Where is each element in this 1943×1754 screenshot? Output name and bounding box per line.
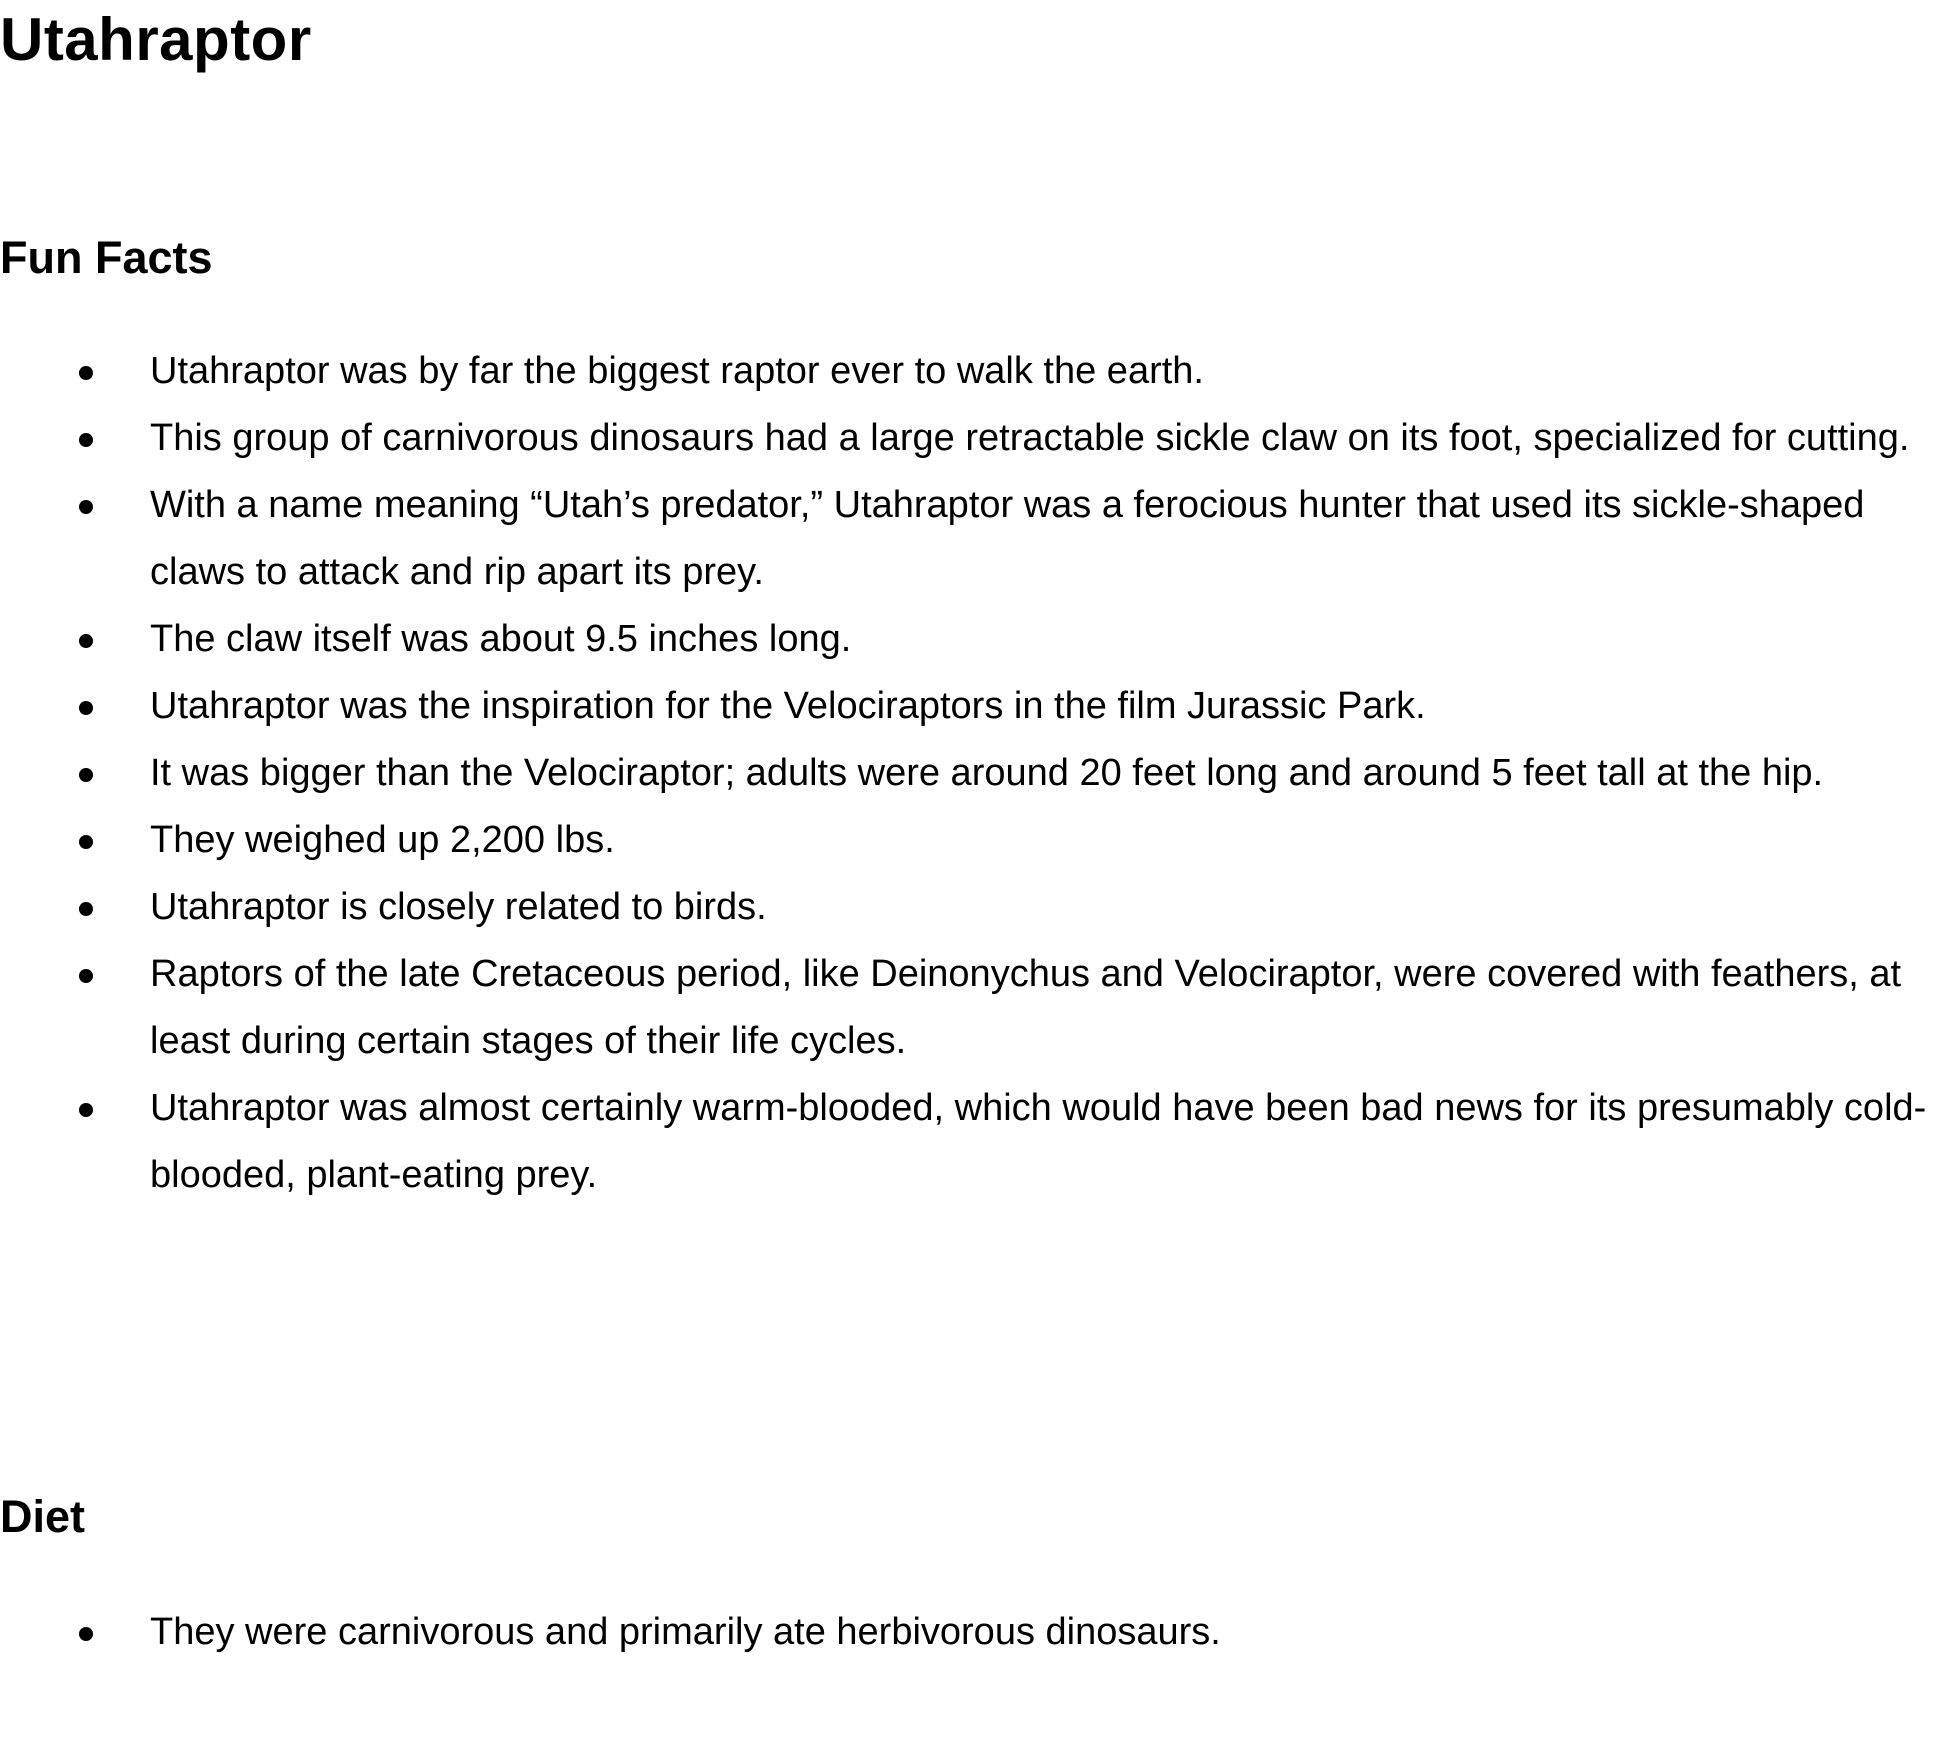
bullet-icon: [79, 500, 93, 514]
list-item-text: Utahraptor was by far the biggest raptor ever to walk the earth.: [150, 350, 1204, 392]
list-item-text: It was bigger than the Velociraptor; adults were around 20 feet long and around 5 feet tall at the hip.: [150, 752, 1824, 794]
bullet-icon: [79, 1103, 93, 1117]
list-item: [0, 472, 1938, 606]
list-item: [0, 405, 1938, 472]
list-item-text: Utahraptor was almost certainly warm-blooded, which would have been bad news for its presumably cold-blooded, plant-eating prey.: [150, 1087, 1927, 1196]
bullet-icon: [79, 366, 93, 380]
list-item-text: This group of carnivorous dinosaurs had a large retractable sickle claw on its foot, specialized for cutting.: [150, 417, 1910, 459]
bullet-icon: [79, 433, 93, 447]
bullet-icon: [79, 768, 93, 782]
fun-facts-list: [0, 338, 1943, 1209]
list-item-text: They were carnivorous and primarily ate herbivorous dinosaurs.: [150, 1611, 1221, 1653]
section-heading-diet: Diet: [0, 1491, 86, 1542]
bullet-icon: [79, 969, 93, 983]
list-item-text: They weighed up 2,200 lbs.: [150, 819, 615, 861]
list-item-text: Utahraptor was the inspiration for the Velociraptors in the film Jurassic Park.: [150, 685, 1426, 727]
bullet-icon: [79, 634, 93, 648]
list-item: [0, 874, 1938, 941]
diet-list: [0, 1599, 1943, 1666]
list-item-text: The claw itself was about 9.5 inches long.: [150, 618, 852, 660]
bullet-icon: [79, 902, 93, 916]
list-item: [0, 606, 1938, 673]
bullet-icon: [79, 835, 93, 849]
document-title: Utahraptor: [0, 6, 312, 73]
list-item-text: With a name meaning “Utah’s predator,” Utahraptor was a ferocious hunter that used its sickle-shaped claws to attack and rip apart its prey.: [150, 484, 1865, 593]
section-heading-fun-facts: Fun Facts: [0, 232, 213, 283]
list-item: [0, 740, 1938, 807]
list-item: [0, 1599, 1938, 1666]
list-item: [0, 338, 1938, 405]
list-item-text: Utahraptor is closely related to birds.: [150, 886, 767, 928]
bullet-icon: [79, 1627, 93, 1641]
list-item: [0, 673, 1938, 740]
list-item: [0, 941, 1938, 1075]
bullet-icon: [79, 701, 93, 715]
list-item: [0, 807, 1938, 874]
list-item-text: Raptors of the late Cretaceous period, like Deinonychus and Velociraptor, were covered with feathers, at least during certain stages of their life cycles.: [150, 953, 1902, 1062]
list-item: [0, 1075, 1938, 1209]
